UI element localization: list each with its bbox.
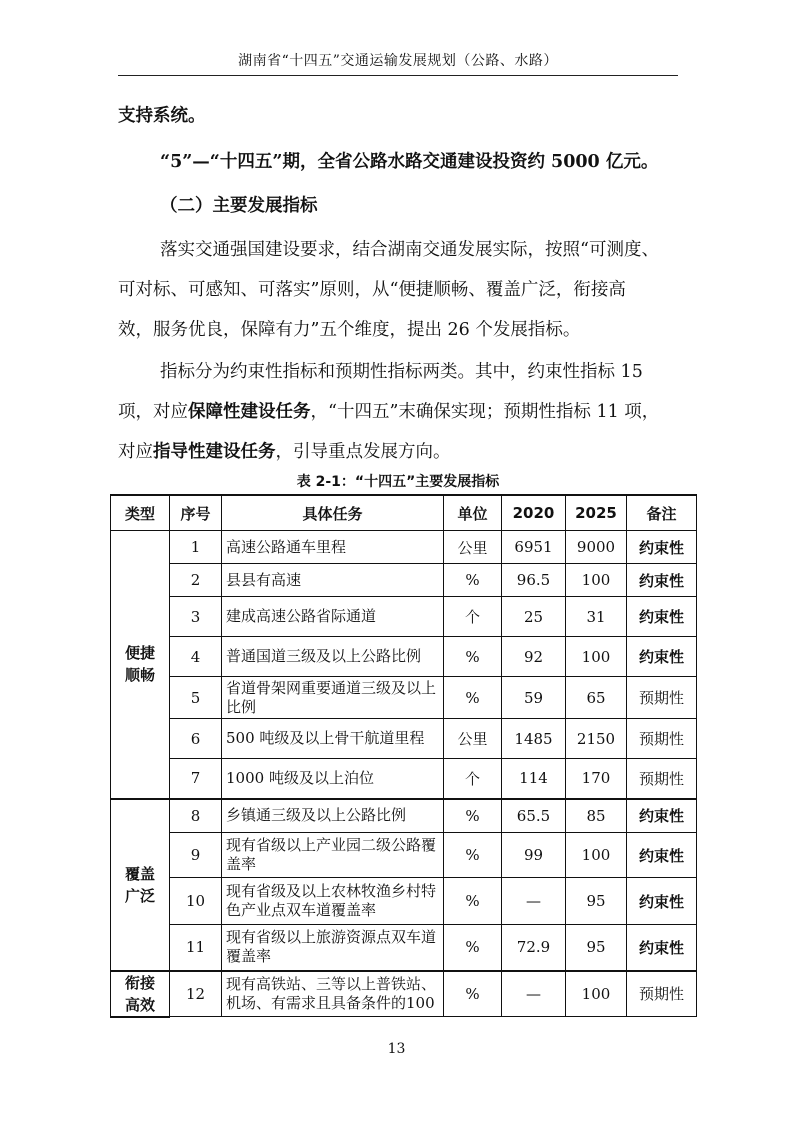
col-header-note: 备注 (627, 495, 697, 531)
table-row (111, 597, 697, 637)
row-2020: 92 (502, 637, 566, 677)
row-2020: 6951 (502, 531, 566, 564)
row-task: 省道骨架网重要通道三级及以上比例 (222, 677, 444, 719)
row-unit: % (444, 637, 502, 677)
row-note: 约束性 (627, 833, 697, 878)
table-row (111, 833, 697, 878)
row-note: 约束性 (627, 925, 697, 971)
para2-line2 (118, 398, 659, 423)
row-note: 预期性 (627, 677, 697, 719)
body-line-1: 支持系统。 (118, 106, 206, 126)
row-no: 3 (170, 597, 222, 637)
row-2025: 2150 (566, 719, 627, 759)
row-task: 现有高铁站、三等以上普铁站、机场、有需求且具备条件的100 (222, 971, 444, 1017)
row-unit: % (444, 677, 502, 719)
row-note: 预期性 (627, 759, 697, 799)
row-no: 5 (170, 677, 222, 719)
row-task: 建成高速公路省际通道 (222, 597, 444, 637)
para2-line1: 指标分为约束性指标和预期性指标两类。其中，约束性指标 15 (160, 362, 643, 382)
col-header-type: 类型 (111, 495, 170, 531)
row-unit: 公里 (444, 531, 502, 564)
row-note: 约束性 (627, 564, 697, 597)
table-row (111, 759, 697, 799)
row-2020: 59 (502, 677, 566, 719)
para1-line2: 可对标、可感知、可落实”原则，从“便捷顺畅、覆盖广泛，衔接高 (118, 280, 626, 300)
row-note: 约束性 (627, 799, 697, 833)
row-task: 现有省级以上旅游资源点双车道覆盖率 (222, 925, 444, 971)
row-2025: 31 (566, 597, 627, 637)
table-caption: 表 2-1：“十四五”主要发展指标 (296, 474, 500, 490)
row-task: 乡镇通三级及以上公路比例 (222, 799, 444, 833)
row-2025: 95 (566, 878, 627, 925)
row-2020: 25 (502, 597, 566, 637)
table-row (111, 719, 697, 759)
row-no: 4 (170, 637, 222, 677)
row-2020: 96.5 (502, 564, 566, 597)
row-no: 6 (170, 719, 222, 759)
row-note: 约束性 (627, 597, 697, 637)
row-note: 预期性 (627, 719, 697, 759)
row-2020: 72.9 (502, 925, 566, 971)
table-row (111, 531, 697, 564)
col-header-2025: 2025 (566, 495, 627, 531)
col-header-unit: 单位 (444, 495, 502, 531)
row-unit: % (444, 799, 502, 833)
category-cell: 衔接 高效 (111, 971, 170, 1017)
row-2020: 65.5 (502, 799, 566, 833)
row-task: 县县有高速 (222, 564, 444, 597)
para1-line3: 效，服务优良，保障有力”五个维度，提出 26 个发展指标。 (118, 320, 581, 340)
para2-line2-emph: 保障性建设任务 (188, 402, 311, 422)
row-2020: — (502, 878, 566, 925)
row-unit: % (444, 564, 502, 597)
row-no: 11 (170, 925, 222, 971)
row-2025: 9000 (566, 531, 627, 564)
row-task: 现有省级及以上农林牧渔乡村特色产业点双车道覆盖率 (222, 878, 444, 925)
table-row (111, 637, 697, 677)
category-cell: 覆盖 广泛 (111, 799, 170, 971)
page-number: 13 (387, 1041, 406, 1057)
row-no: 10 (170, 878, 222, 925)
row-2025: 100 (566, 637, 627, 677)
table-row (111, 925, 697, 971)
row-note: 预期性 (627, 971, 697, 1017)
header-rule (118, 75, 678, 76)
row-2025: 95 (566, 925, 627, 971)
running-header: 湖南省“十四五”交通运输发展规划（公路、水路） (238, 53, 558, 69)
para2-line3-a: 对应 (118, 442, 153, 462)
para2-line3 (118, 438, 451, 463)
row-unit: % (444, 925, 502, 971)
row-2025: 100 (566, 833, 627, 878)
row-unit: 个 (444, 759, 502, 799)
row-unit: 公里 (444, 719, 502, 759)
row-task: 1000 吨级及以上泊位 (222, 759, 444, 799)
row-unit: 个 (444, 597, 502, 637)
row-no: 9 (170, 833, 222, 878)
col-header-no: 序号 (170, 495, 222, 531)
row-2025: 170 (566, 759, 627, 799)
para2-line2-a: 项，对应 (118, 402, 188, 422)
row-task: 500 吨级及以上骨干航道里程 (222, 719, 444, 759)
para2-line3-c: ，引导重点发展方向。 (275, 442, 451, 462)
row-2020: — (502, 971, 566, 1017)
col-header-2020: 2020 (502, 495, 566, 531)
col-header-task: 具体任务 (222, 495, 444, 531)
row-no: 1 (170, 531, 222, 564)
row-2020: 1485 (502, 719, 566, 759)
row-no: 2 (170, 564, 222, 597)
row-unit: % (444, 833, 502, 878)
row-note: 约束性 (627, 637, 697, 677)
row-2020: 114 (502, 759, 566, 799)
table-row (111, 564, 697, 597)
indicator-table (110, 494, 697, 1018)
row-2025: 65 (566, 677, 627, 719)
category-cell: 便捷 顺畅 (111, 531, 170, 799)
investment-statement: “5”—“十四五”期，全省公路水路交通建设投资约 5000 亿元。 (160, 152, 659, 172)
row-task: 普通国道三级及以上公路比例 (222, 637, 444, 677)
row-2025: 100 (566, 564, 627, 597)
table-row (111, 677, 697, 719)
row-task: 高速公路通车里程 (222, 531, 444, 564)
row-task: 现有省级以上产业园二级公路覆盖率 (222, 833, 444, 878)
table-row (111, 799, 697, 833)
row-note: 约束性 (627, 531, 697, 564)
table-row (111, 878, 697, 925)
row-no: 8 (170, 799, 222, 833)
section-heading: （二）主要发展指标 (160, 196, 318, 216)
row-2020: 99 (502, 833, 566, 878)
row-note: 约束性 (627, 878, 697, 925)
row-no: 7 (170, 759, 222, 799)
table-header-row (111, 495, 697, 531)
row-unit: % (444, 971, 502, 1017)
para1-line1: 落实交通强国建设要求，结合湖南交通发展实际，按照“可测度、 (160, 240, 659, 260)
table-row (111, 971, 697, 1017)
row-2025: 100 (566, 971, 627, 1017)
row-unit: % (444, 878, 502, 925)
para2-line3-emph: 指导性建设任务 (153, 442, 276, 462)
para2-line2-c: ，“十四五”末确保实现；预期性指标 11 项， (310, 402, 660, 422)
row-2025: 85 (566, 799, 627, 833)
row-no: 12 (170, 971, 222, 1017)
